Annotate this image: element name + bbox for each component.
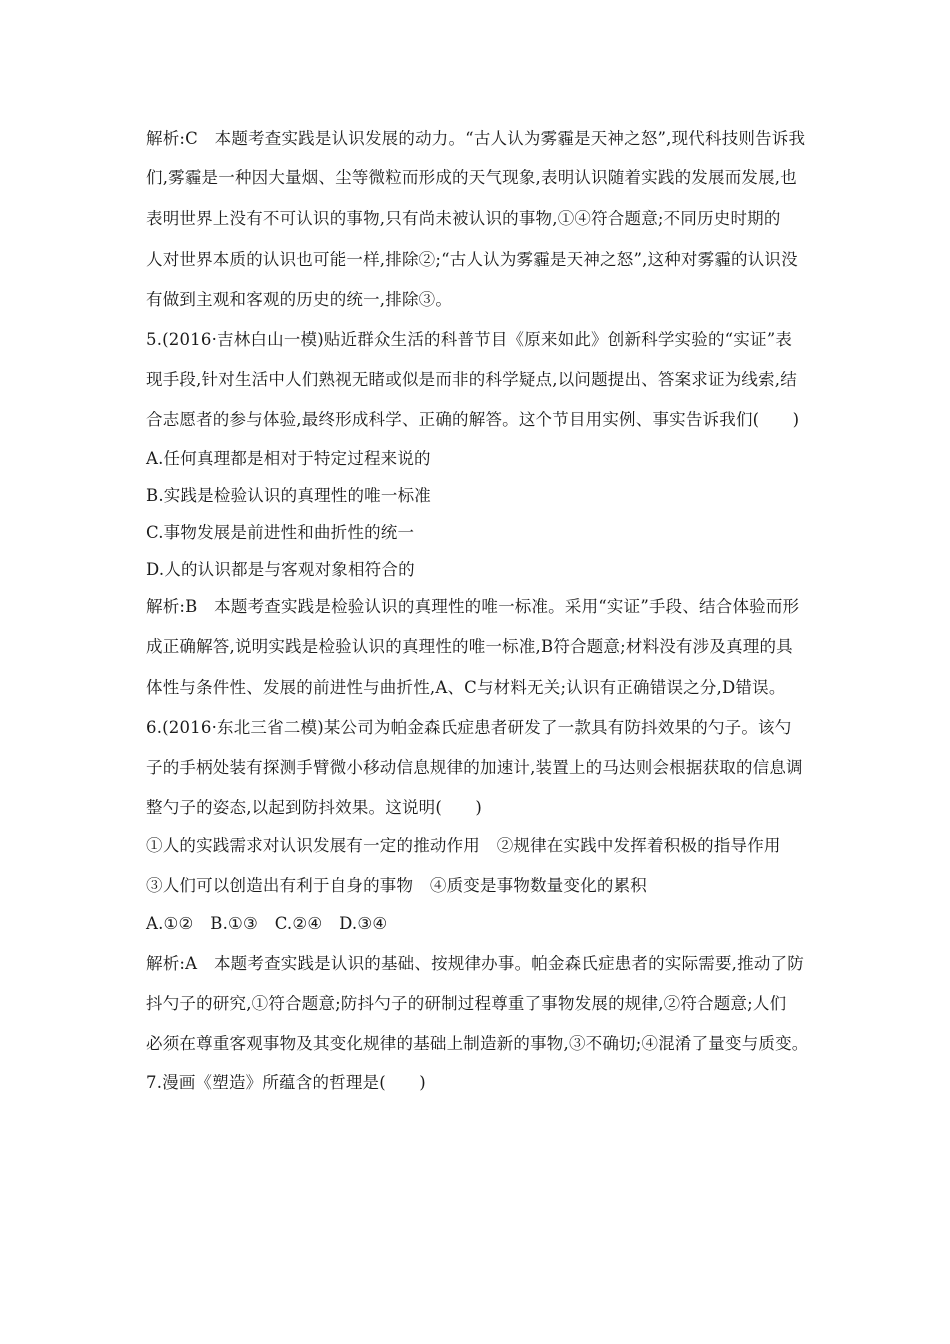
question-6-statements-2: ③人们可以创造出有利于自身的事物 ④质变是事物数量变化的累积 xyxy=(146,876,647,895)
analysis-4-line-2: 们,雾霾是一种因大量烟、尘等微粒而形成的天气现象,表明认识随着实践的发展而发展,也 xyxy=(146,168,797,187)
question-5-line-1: 5.(2016·吉林白山一模)贴近群众生活的科普节目《原来如此》创新科学实验的“实证”表 xyxy=(146,330,793,349)
analysis-6-line-1: 解析:A 本题考查实践是认识的基础、按规律办事。帕金森氏症患者的实际需要,推动了防 xyxy=(146,954,804,973)
question-5-line-2: 现手段,针对生活中人们熟视无睹或似是而非的科学疑点,以问题提出、答案求证为线索,结 xyxy=(146,370,797,389)
question-7-line-1: 7.漫画《塑造》所蕴含的哲理是( ) xyxy=(146,1073,426,1092)
analysis-4-line-5: 有做到主观和客观的历史的统一,排除③。 xyxy=(146,290,453,309)
analysis-5-line-1: 解析:B 本题考查实践是检验认识的真理性的唯一标准。采用“实证”手段、结合体验而形 xyxy=(146,597,800,616)
question-6-line-2: 子的手柄处装有探测手臂微小移动信息规律的加速计,装置上的马达则会根据获取的信息调 xyxy=(146,758,803,777)
analysis-5-line-2: 成正确解答,说明实践是检验认识的真理性的唯一标准,B符合题意;材料没有涉及真理的具 xyxy=(146,637,793,656)
analysis-6-line-2: 抖勺子的研究,①符合题意;防抖勺子的研制过程尊重了事物发展的规律,②符合题意;人们 xyxy=(146,994,787,1013)
analysis-4-line-1: 解析:C 本题考查实践是认识发展的动力。“古人认为雾霾是天神之怒”,现代科技则告诉我 xyxy=(146,129,806,148)
question-5-option-c: C.事物发展是前进性和曲折性的统一 xyxy=(146,523,415,542)
question-5-option-d: D.人的认识都是与客观对象相符合的 xyxy=(146,560,415,579)
analysis-5-line-3: 体性与条件性、发展的前进性与曲折性,A、C与材料无关;认识有正确错误之分,D错误。 xyxy=(146,678,786,697)
analysis-6-line-3: 必须在尊重客观事物及其变化规律的基础上制造新的事物,③不确切;④混淆了量变与质变。 xyxy=(146,1034,809,1053)
question-5-option-a: A.任何真理都是相对于特定过程来说的 xyxy=(146,449,431,468)
question-6-options: A.①② B.①③ C.②④ D.③④ xyxy=(146,914,388,933)
question-6-line-3: 整勺子的姿态,以起到防抖效果。这说明( ) xyxy=(146,798,483,817)
analysis-4-line-3: 表明世界上没有不可认识的事物,只有尚未被认识的事物,①④符合题意;不同历史时期的 xyxy=(146,209,781,228)
question-5-line-3: 合志愿者的参与体验,最终形成科学、正确的解答。这个节目用实例、事实告诉我们( ) xyxy=(146,410,800,429)
question-6-statements-1: ①人的实践需求对认识发展有一定的推动作用 ②规律在实践中发挥着积极的指导作用 xyxy=(146,836,781,855)
question-5-option-b: B.实践是检验认识的真理性的唯一标准 xyxy=(146,486,431,505)
question-6-line-1: 6.(2016·东北三省二模)某公司为帕金森氏症患者研发了一款具有防抖效果的勺子。该勺 xyxy=(146,718,792,737)
analysis-4-line-4: 人对世界本质的认识也可能一样,排除②;“古人认为雾霾是天神之怒”,这种对雾霾的认识没 xyxy=(146,250,798,269)
